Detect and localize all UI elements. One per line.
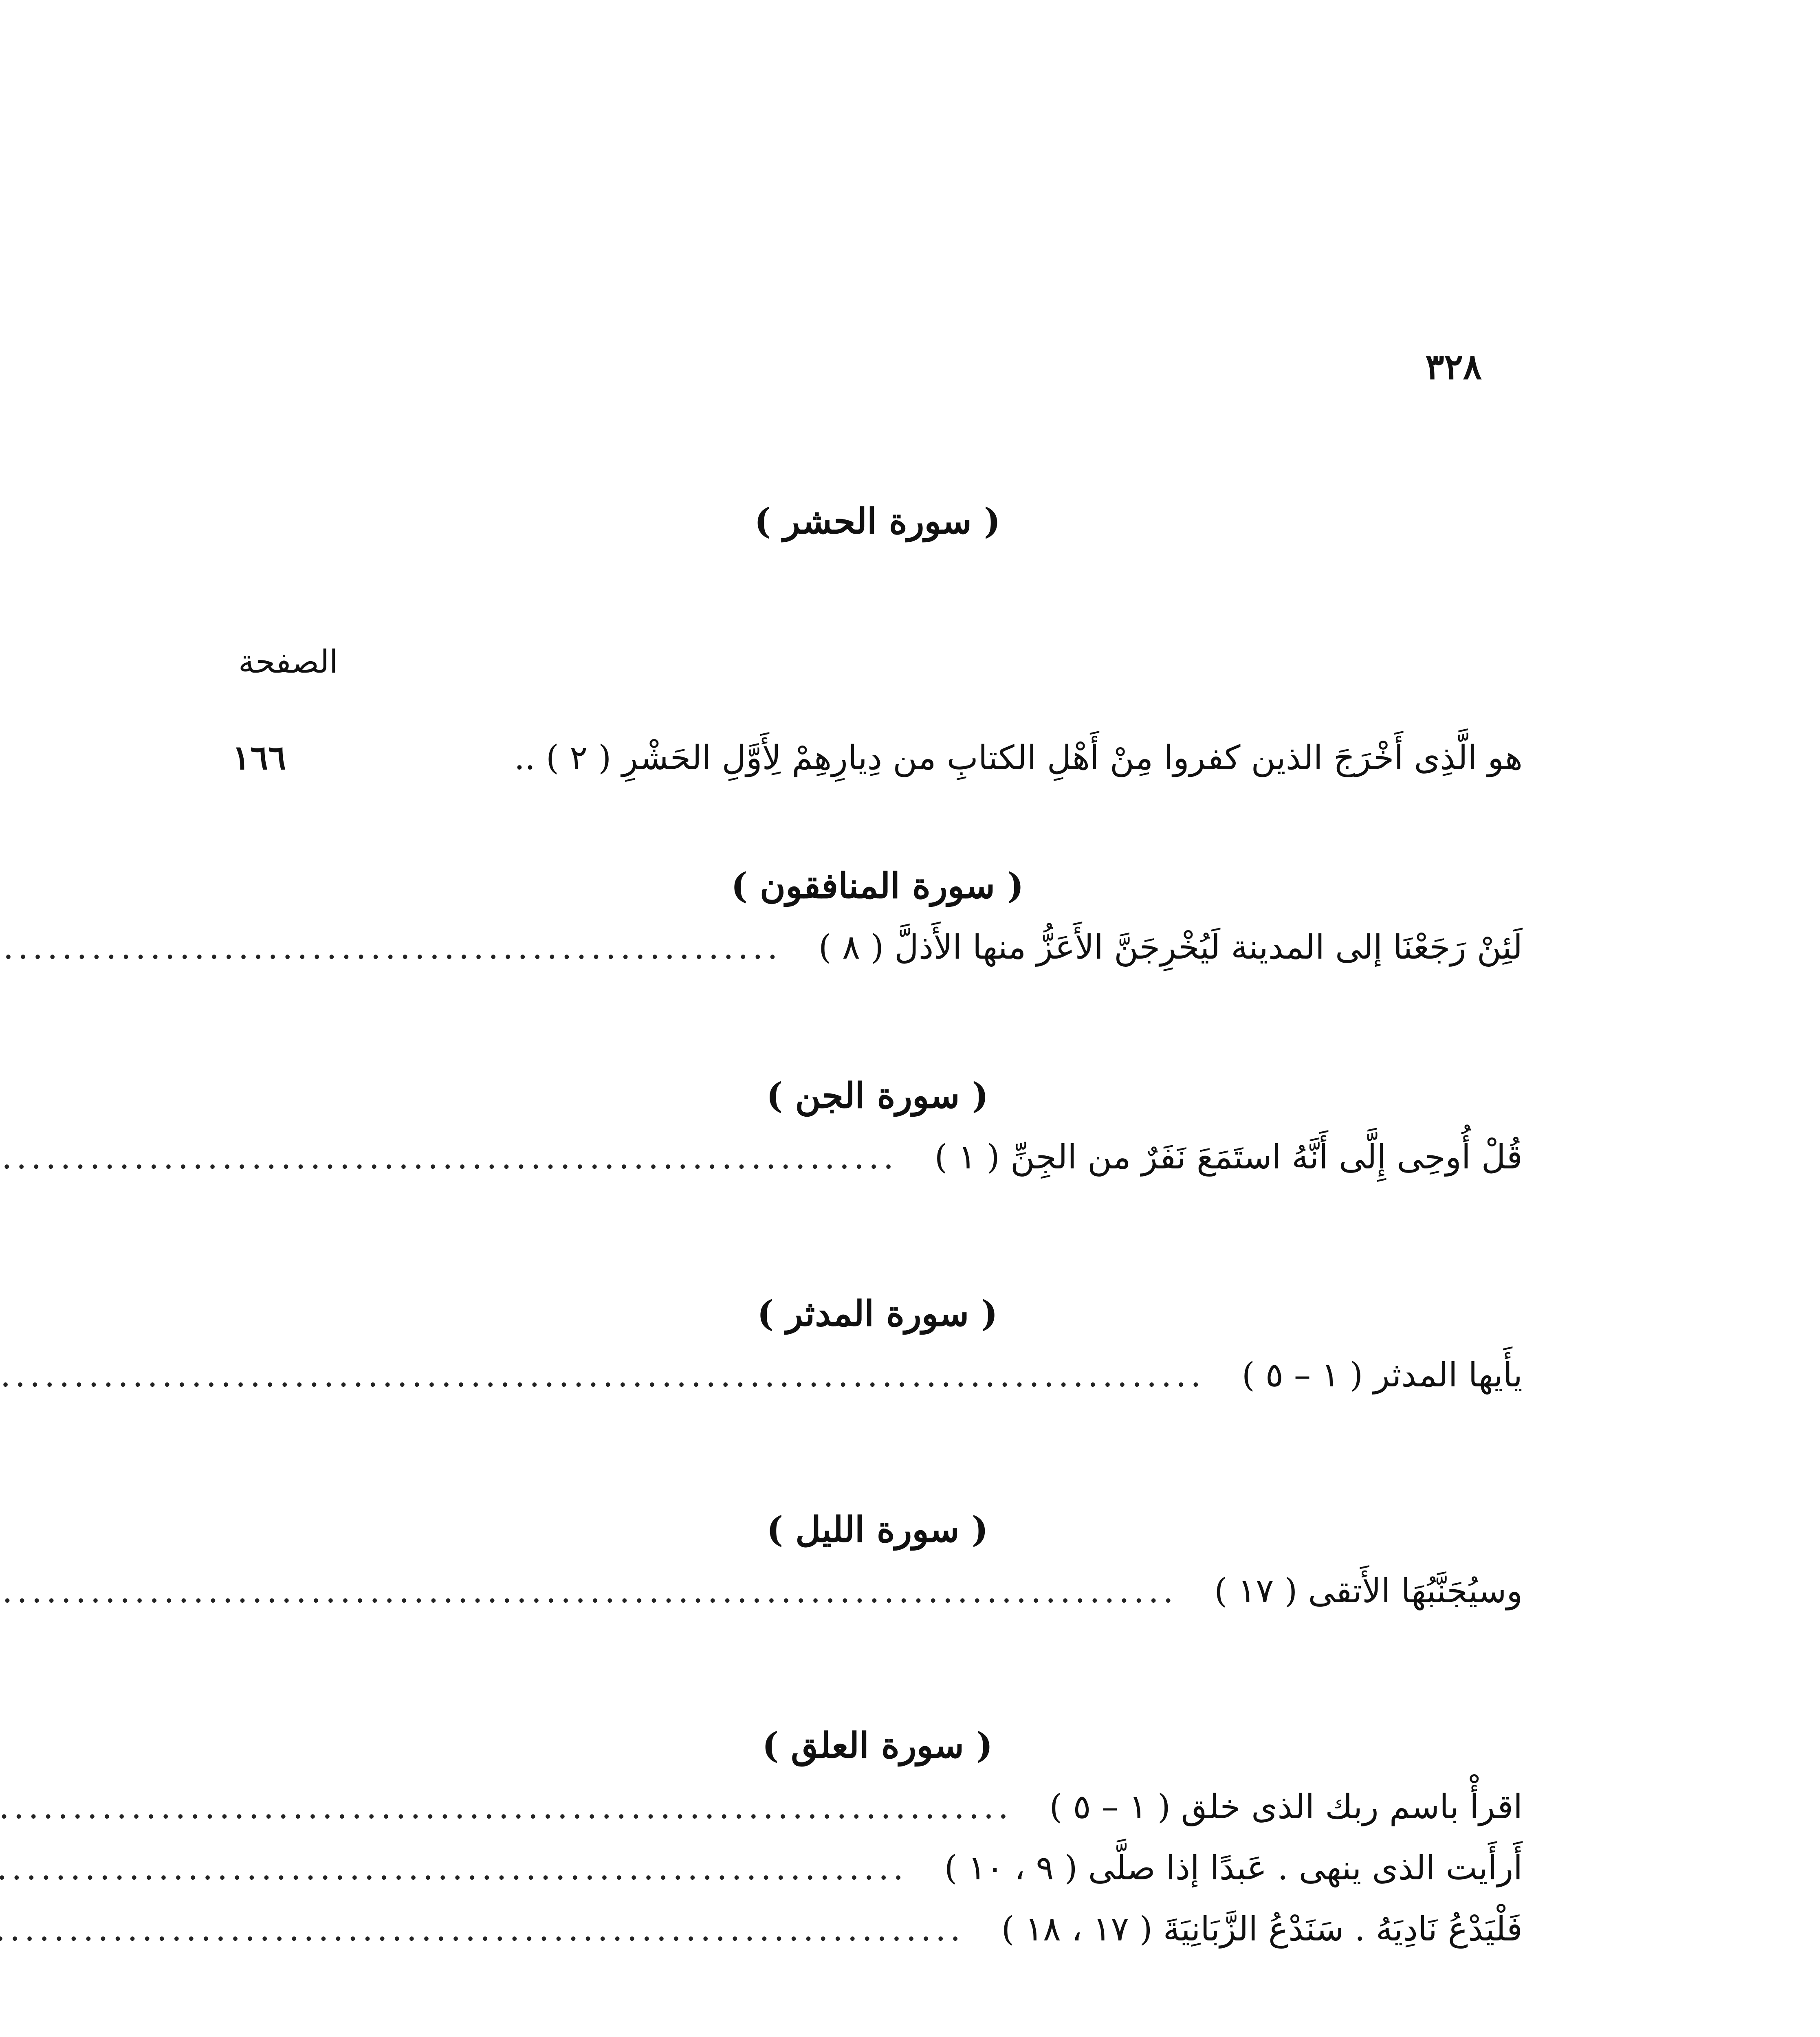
leader-dots xyxy=(0,917,782,978)
page-number: ٣٢٨ xyxy=(1425,346,1482,387)
verse-text: يأَيها المدثر ( ١ – ٥ ) xyxy=(1241,1356,1523,1395)
leader-dots xyxy=(0,1561,1177,1622)
leader-dots xyxy=(0,1899,965,1960)
section-al-layl xyxy=(232,1499,1523,1621)
section-title: ( سورة العلق ) xyxy=(762,1725,993,1766)
verse-text: لَئِنْ رَجَعْنَا إلى المدينة لَيُخْرِجَنَّ الأَعَزُّ منها الأَذلَّ ( ٨ ) xyxy=(818,928,1523,967)
verse-text: أَرأَيت الذى ينهى . عَبدًا إذا صلَّى ( ٩ ، ١٠ ) xyxy=(944,1849,1523,1887)
index-entry xyxy=(232,917,1523,978)
index-entry xyxy=(232,1126,1523,1188)
verse-text: هو الَّذِى أَخْرَجَ الذين كفروا مِنْ أَهْلِ الكتابِ من دِيارِهِمْ لِأَوَّلِ الحَشْرِ ( ٢ ) .. xyxy=(514,739,1523,777)
leader-dots xyxy=(0,1838,908,1899)
page-column-label: الصفحة xyxy=(238,644,338,680)
page-reference: ١٦٦ xyxy=(232,738,286,777)
section-title: ( سورة الليل ) xyxy=(766,1509,988,1550)
index-entry xyxy=(232,1898,1523,1960)
leader-dots xyxy=(0,1345,1205,1406)
section-title: ( سورة الحشر ) xyxy=(754,501,1001,542)
leader-dots xyxy=(0,1127,898,1188)
verse-text: قُلْ أُوحِى إِلَّى أَنَّهُ استَمَعَ نَفَرٌ من الجِنِّ ( ١ ) xyxy=(934,1138,1523,1177)
leader-dots xyxy=(0,1777,1012,1838)
verse-text: فَلْيَدْعُ نَادِيَهُ . سَنَدْعُ الزَّبَانِيَةَ ( ١٧ ، ١٨ ) xyxy=(1001,1910,1523,1949)
section-al-jinn xyxy=(232,1065,1523,1188)
verse-text: اقرأْ باسم ربك الذى خلق ( ١ – ٥ ) xyxy=(1049,1788,1523,1826)
index-entry xyxy=(232,1776,1523,1837)
index-entry xyxy=(232,727,1523,788)
section-title: ( سورة المنافقون ) xyxy=(731,865,1024,906)
index-entry xyxy=(232,1837,1523,1898)
section-title: ( سورة الجن ) xyxy=(766,1075,989,1116)
index-entry xyxy=(232,1560,1523,1621)
section-al-muddaththir xyxy=(232,1283,1523,1406)
section-al-alaq xyxy=(232,1715,1523,1960)
index-entry xyxy=(232,1344,1523,1406)
section-al-hashr xyxy=(232,491,1523,788)
section-title: ( سورة المدثر ) xyxy=(757,1293,998,1334)
verse-text: وسيُجَنَّبُهَا الأَتقى ( ١٧ ) xyxy=(1214,1572,1523,1610)
section-al-munafiqun xyxy=(232,856,1523,978)
